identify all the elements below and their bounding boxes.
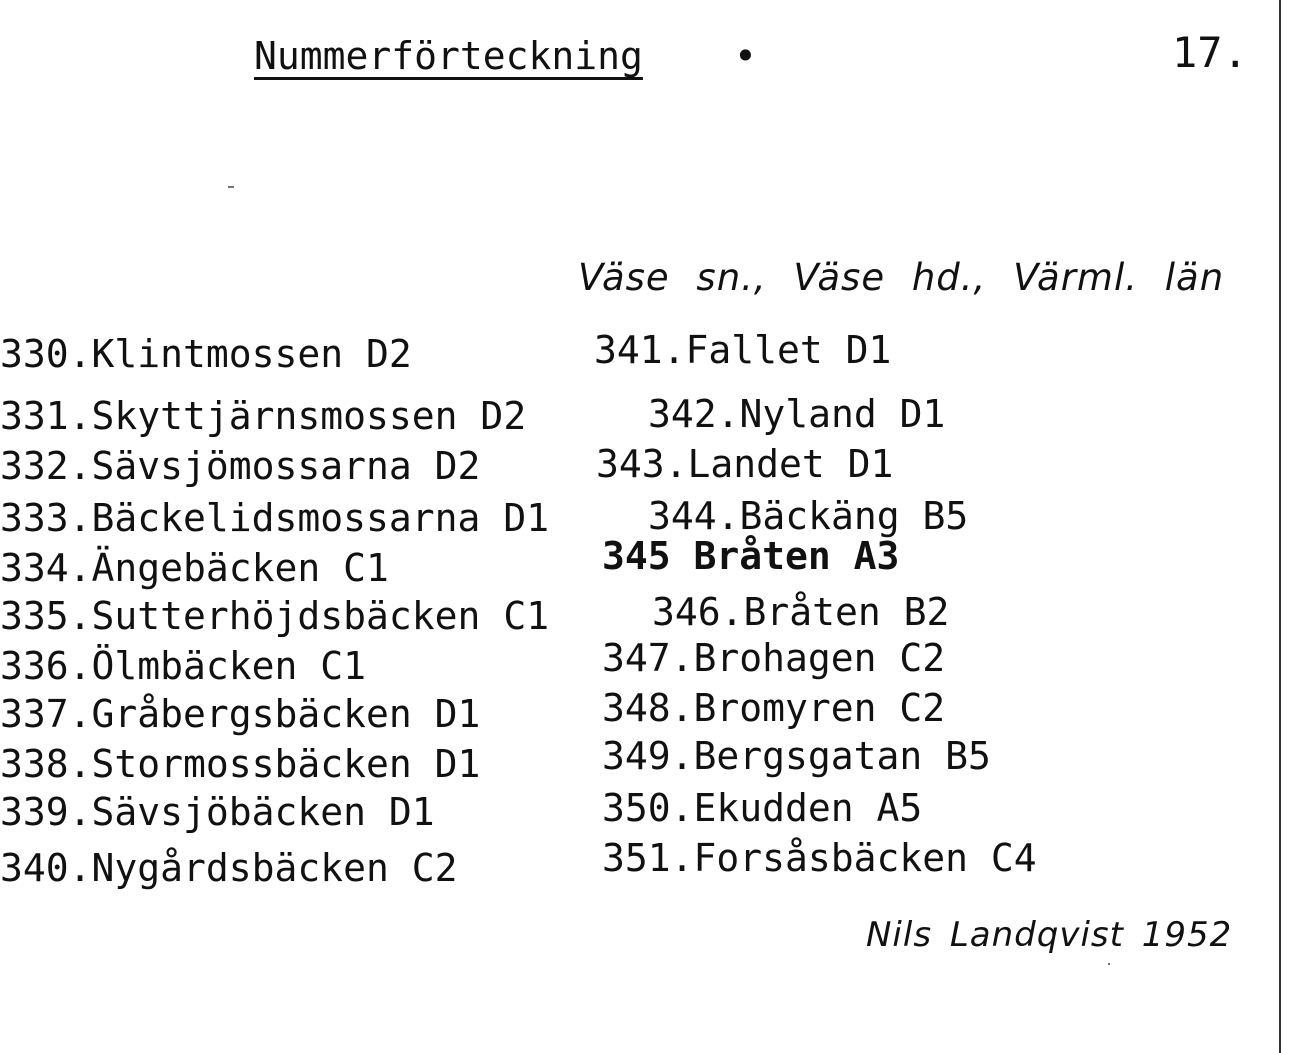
page-edge-line [1279, 0, 1281, 1053]
title-dot: • [734, 34, 757, 78]
entry-341: 341.Fallet D1 [594, 328, 892, 372]
entry-332: 332.Sävsjömossarna D2 [0, 444, 481, 488]
entry-342: 342.Nyland D1 [648, 392, 946, 436]
entry-331: 331.Skyttjärnsmossen D2 [0, 394, 527, 438]
entry-336: 336.Ölmbäcken C1 [0, 644, 367, 688]
entry-338: 338.Stormossbäcken D1 [0, 742, 481, 786]
entry-334: 334.Ängebäcken C1 [0, 546, 389, 590]
location-heading: Väse sn., Väse hd., Värml. län [578, 256, 1225, 299]
entry-346: 346.Bråten B2 [652, 590, 950, 634]
entry-333: 333.Bäckelidsmossarna D1 [0, 496, 550, 540]
page-title: Nummerförteckning [254, 34, 643, 78]
entry-350: 350.Ekudden A5 [602, 786, 923, 830]
entry-330: 330.Klintmossen D2 [0, 332, 412, 376]
page-number: 17. [1172, 28, 1248, 77]
entry-344: 344.Bäckäng B5 [648, 494, 969, 538]
entry-337: 337.Gråbergsbäcken D1 [0, 692, 481, 736]
scan-speck [228, 186, 234, 188]
entry-349: 349.Bergsgatan B5 [602, 734, 991, 778]
entry-339: 339.Sävsjöbäcken D1 [0, 790, 435, 834]
entry-351: 351.Forsåsbäcken C4 [602, 836, 1037, 880]
entry-345: 345 Bråten A3 [602, 534, 900, 578]
entry-340: 340.Nygårdsbäcken C2 [0, 846, 458, 890]
entry-335: 335.Sutterhöjdsbäcken C1 [0, 594, 550, 638]
signature: Nils Landqvist 1952 [866, 915, 1233, 955]
entry-343: 343.Landet D1 [596, 442, 894, 486]
entry-347: 347.Brohagen C2 [602, 636, 946, 680]
entry-348: 348.Bromyren C2 [602, 686, 946, 730]
scan-speck [1108, 963, 1110, 965]
